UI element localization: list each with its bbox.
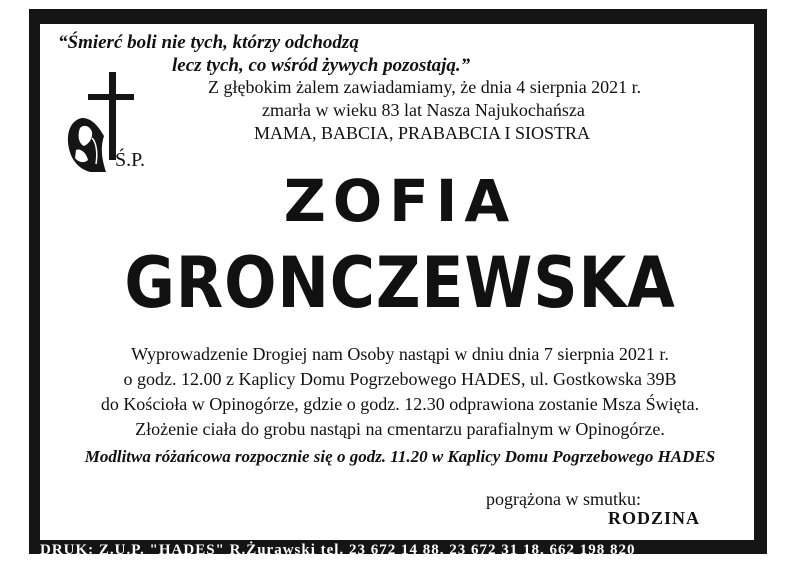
quote-line-1: “Śmierć boli nie tych, którzy odchodzą bbox=[58, 32, 359, 53]
relations-line: MAMA, BABCIA, PRABABCIA I SIOSTRA bbox=[254, 123, 591, 143]
rosary-prayer-notice: Modlitwa różańcowa rozpocznie się o godz. 11.20 w Kaplicy Domu Pogrzebowego HADES bbox=[84, 447, 716, 466]
sp-label: Ś.P. bbox=[115, 149, 146, 171]
deceased-first-name: ZOFIA bbox=[283, 167, 517, 235]
funeral-detail-line-3: do Kościoła w Opinogórze, gdzie o godz. 12.30 odprawiona zostanie Msza Święta. bbox=[100, 394, 700, 414]
deceased-last-name: GRONCZEWSKA bbox=[124, 242, 676, 324]
announcement-line-1: Z głębokim żalem zawiadamiamy, że dnia 4 sierpnia 2021 r. bbox=[208, 77, 642, 97]
printer-footer: DRUK: Z.U.P. "HADES" R.Żurawski tel. 23 672 14 88, 23 672 31 18, 662 198 820 bbox=[40, 542, 636, 558]
mourning-text: pogrążona w smutku: bbox=[486, 489, 641, 509]
funeral-detail-line-2: o godz. 12.00 z Kaplicy Domu Pogrzebowego HADES, ul. Gostkowska 39B bbox=[123, 369, 677, 389]
funeral-detail-line-4: Złożenie ciała do grobu nastąpi na cmentarzu parafialnym w Opinogórze. bbox=[135, 419, 665, 439]
funeral-detail-line-1: Wyprowadzenie Drogiej nam Osoby nastąpi w dniu dnia 7 sierpnia 2021 r. bbox=[131, 344, 669, 364]
quote-line-2: lecz tych, co wśród żywych pozostają.” bbox=[172, 55, 471, 76]
announcement-line-2: zmarła w wieku 83 lat Nasza Najukochańsza bbox=[262, 100, 585, 120]
family-signature: RODZINA bbox=[608, 508, 701, 528]
